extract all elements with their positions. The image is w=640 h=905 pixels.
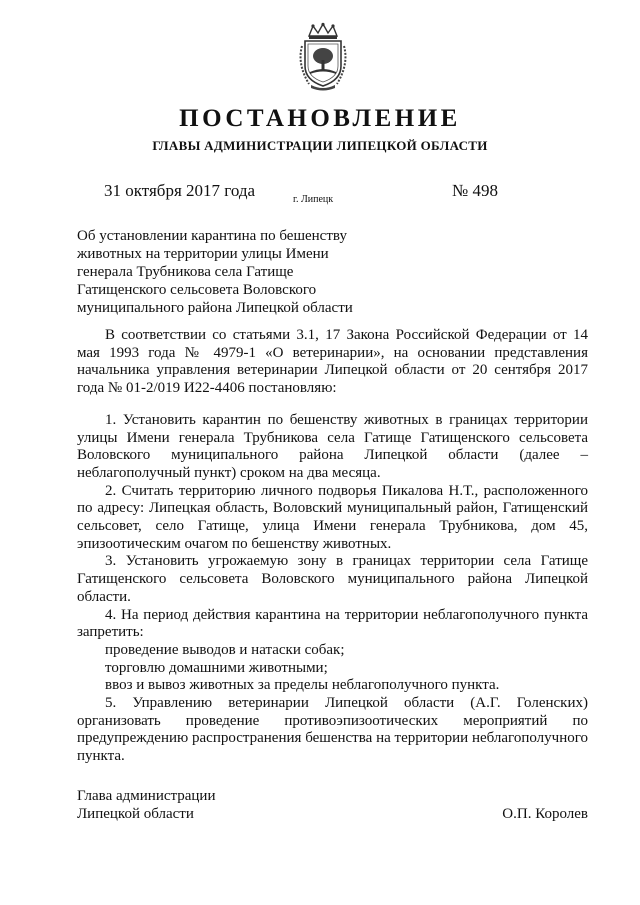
subject-line: генерала Трубникова села Гатище [77,264,294,280]
document-title: ПОСТАНОВЛЕНИЕ [179,105,461,132]
item-5-paragraph: 5. Управлению ветеринарии Липецкой области (А.Г. Голенских) организовать проведение противоэпизоотических мероприятий по предупреждению распространения бешенства на территории неблагополучного пункта. [77,695,588,765]
coat-of-arms-icon [295,22,351,92]
item-4-subitem: торговлю домашними животными; [105,659,328,676]
document-subject [77,227,377,317]
preamble-paragraph: В соответствии со статьями 3.1, 17 Закона Российской Федерации от 14 мая 1993 года № 4979-1 «О ветеринарии», на основании представления начальника управления ветеринарии Липецкой области от 20 сентября 2017 года № 01-2/019 И22-4406 постановляю: [77,327,588,397]
document-body [77,327,588,766]
item-2-paragraph: 2. Считать территорию личного подворья Пикалова Н.Т., расположенного по адресу: Липецкая область, Воловский муниципальный район, Гатищенский сельсовет, село Гатище, улица Имени генерала Трубникова, дом 45, эпизоотическим очагом по бешенству животных. [77,482,588,552]
signer-position-line2: Липецкой области [77,806,194,822]
subject-line: Об установлении карантина по бешенству [77,228,347,244]
document-city: г. Липецк [293,194,334,205]
signer-name: О.П. Королев [502,806,588,822]
item-4-paragraph: 4. На период действия карантина на территории неблагополучного пункта запретить: [77,606,588,641]
document-subtitle: ГЛАВЫ АДМИНИСТРАЦИИ ЛИПЕЦКОЙ ОБЛАСТИ [152,138,488,153]
item-3-paragraph: 3. Установить угрожаемую зону в границах территории села Гатище Гатищенского сельсовета Воловского муниципального района Липецкой области. [77,553,588,605]
subject-line: животных на территории улицы Имени [77,246,329,262]
item-1-paragraph: 1. Установить карантин по бешенству животных в границах территории улицы Имени генерала Трубникова села Гатище Гатищенского сельсовета Воловского муниципального района Липецкой области (далее – неблагополучный пункт) сроком на два месяца. [77,411,588,481]
item-4-subitem: ввоз и вывоз животных за пределы неблагополучного пункта. [105,677,500,694]
subject-line: Гатищенского сельсовета Воловского [77,282,317,298]
subject-line: муниципального района Липецкой области [77,300,353,316]
item-4-subitem: проведение выводов и натаски собак; [105,641,345,658]
document-date: 31 октября 2017 года [104,181,256,200]
signer-position-line1: Глава администрации [77,788,216,804]
document-number: № 498 [452,181,498,200]
signature-block [77,787,588,823]
